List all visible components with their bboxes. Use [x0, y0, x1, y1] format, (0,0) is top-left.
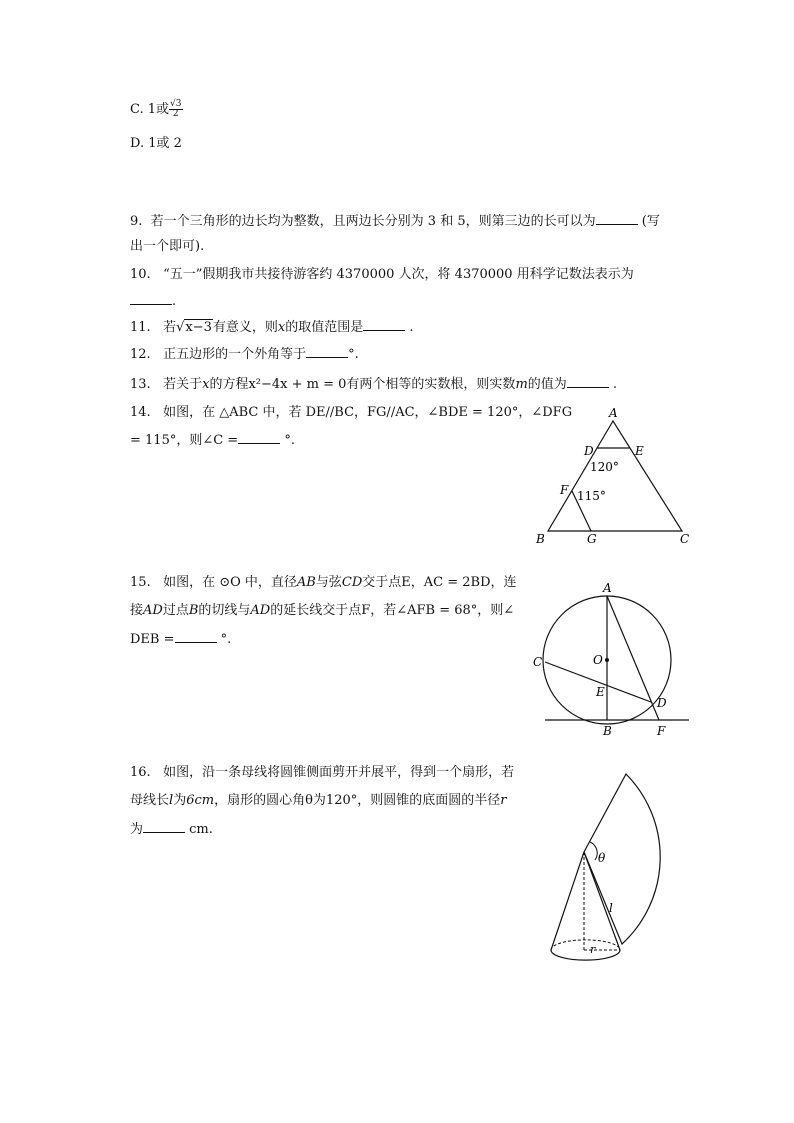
- question-9-cont: 出一个即可).: [130, 239, 205, 254]
- answer-blank[interactable]: [130, 292, 172, 305]
- question-10: 10. “五一”假期我市共接待游客约 4370000 人次，将 4370000 用科学记数法表示为: [130, 267, 634, 282]
- answer-blank[interactable]: [175, 630, 217, 643]
- label-e: E: [635, 444, 644, 458]
- label-d: D: [584, 444, 594, 458]
- fraction: $\frac{√3}{2}$: [170, 99, 182, 119]
- question-16: 16. 如图，沿一条母线将圆锥侧面剪开并展平，得到一个扇形，若: [130, 765, 515, 780]
- cone-base-front: [551, 950, 620, 960]
- question-16-cont: 母线长l为6cm，扇形的圆心角θ为120°，则圆锥的底面圆的半径r: [130, 793, 507, 808]
- question-14-cont: = 115°，则∠C = °.: [130, 433, 295, 448]
- cone-figure: [540, 770, 700, 970]
- label-o: O: [593, 653, 603, 667]
- label-g: G: [587, 532, 597, 546]
- label-f: F: [657, 724, 666, 738]
- center-dot: [605, 658, 609, 662]
- label-c: C: [680, 532, 690, 546]
- line-af: [607, 596, 659, 720]
- cone-left-edge: [551, 852, 584, 950]
- question-15-cont2: DEB = °.: [130, 632, 232, 647]
- cone-base-back: [551, 940, 620, 950]
- label-a: A: [603, 581, 612, 595]
- label-angle-120: 120°: [590, 460, 619, 474]
- question-10-cont: .: [130, 292, 176, 311]
- answer-blank[interactable]: [567, 375, 609, 388]
- label-b: B: [536, 532, 545, 546]
- answer-blank[interactable]: [363, 318, 405, 331]
- answer-blank[interactable]: [596, 212, 638, 225]
- label-theta: θ: [598, 851, 606, 865]
- question-12: 12. 正五边形的一个外角等于 °.: [130, 347, 359, 362]
- triangle-figure: [530, 405, 700, 555]
- option-c: C. 1或 $\frac{√3}{2}$: [130, 99, 182, 119]
- triangle-abc: [548, 421, 682, 531]
- label-angle-115: 115°: [577, 489, 606, 503]
- label-r: r: [590, 943, 596, 956]
- label-d: D: [657, 696, 667, 710]
- option-d: D. 1或 2: [130, 136, 182, 151]
- answer-blank[interactable]: [306, 345, 348, 358]
- question-15-cont: 接AD过点B的切线与AD的延长线交于点F，若∠AFB = 68°，则∠: [130, 603, 515, 618]
- label-e: E: [596, 685, 605, 699]
- label-b: B: [603, 724, 612, 738]
- label-l: l: [609, 901, 613, 915]
- answer-blank[interactable]: [238, 431, 280, 444]
- question-16-cont2: 为 cm.: [130, 822, 213, 837]
- cone-right-edge: [584, 852, 620, 950]
- question-9: 9. 若一个三角形的边长均为整数，且两边长分别为 3 和 5，则第三边的长可以为 (写: [130, 214, 660, 229]
- label-f: F: [560, 483, 569, 497]
- question-11: 11. 若√x−3有意义，则x的取值范围是 .: [130, 320, 414, 335]
- circle-figure: [525, 578, 700, 743]
- answer-blank[interactable]: [143, 820, 185, 833]
- question-14: 14. 如图，在 △ABC 中，若 DE//BC，FG//AC，∠BDE = 120°，∠DFG: [130, 405, 573, 420]
- sqrt-sign: √: [176, 320, 185, 335]
- label-c: C: [533, 655, 543, 669]
- question-13: 13. 若关于x的方程x²−4x + m = 0有两个相等的实数根，则实数m的值为 .: [130, 377, 618, 392]
- theta-arc: [590, 842, 597, 860]
- question-15: 15. 如图，在 ⊙O 中，直径AB与弦CD交于点E，AC = 2BD，连: [130, 575, 517, 590]
- label-a: A: [609, 406, 618, 420]
